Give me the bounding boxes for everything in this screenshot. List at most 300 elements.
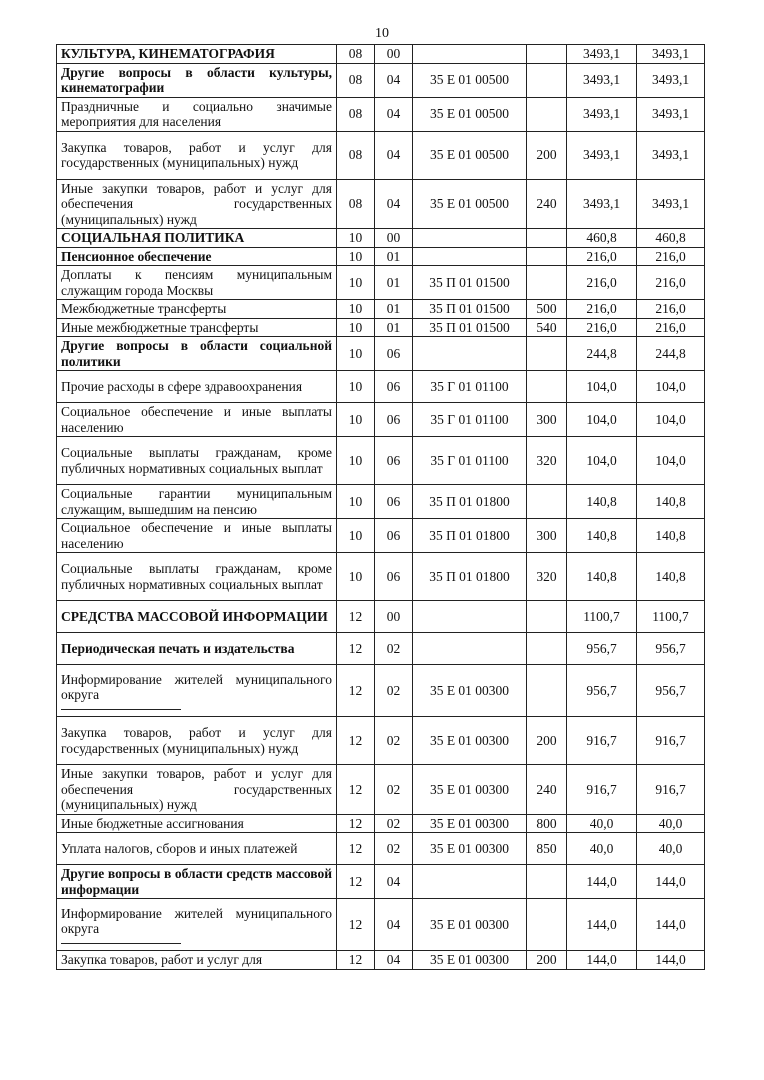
row-target-article-text: 35 П 01 01800 <box>429 527 510 543</box>
page-number: 10 <box>375 26 389 41</box>
row-amount-2 <box>637 179 705 229</box>
row-section <box>337 765 375 815</box>
row-section-text: 10 <box>348 319 363 335</box>
row-target-article <box>413 371 527 403</box>
row-name <box>57 485 337 519</box>
row-name <box>57 337 337 371</box>
table-row <box>57 519 705 553</box>
row-name-text: Социальные гарантии муниципальным служащим, вышедшим на пенсию <box>61 486 332 517</box>
row-amount-1-text: 956,7 <box>586 640 617 656</box>
row-amount-2 <box>637 951 705 970</box>
row-amount-1 <box>567 63 637 97</box>
underline-blank <box>61 703 181 710</box>
table-row <box>57 300 705 319</box>
row-section-text: 12 <box>348 840 363 856</box>
row-target-article <box>413 318 527 337</box>
row-target-article <box>413 765 527 815</box>
row-name-text: Иные закупки товаров, работ и услуг для обеспечения государственных (муниципальных) нужд <box>61 766 332 812</box>
row-name-text: Социальные выплаты гражданам, кроме публичных нормативных социальных выплат <box>61 561 332 592</box>
row-expense-type-text: 200 <box>536 147 557 163</box>
row-amount-1 <box>567 765 637 815</box>
table-row <box>57 665 705 717</box>
row-target-article-text: 35 П 01 01500 <box>429 301 510 316</box>
row-name-text: Другие вопросы в области средств массовой информации <box>61 866 332 897</box>
row-target-article-text: 35 Е 01 00300 <box>429 682 510 698</box>
row-amount-2-text: 140,8 <box>655 568 686 584</box>
table-row <box>57 97 705 131</box>
row-amount-1 <box>567 899 637 951</box>
row-section <box>337 371 375 403</box>
row-subsection <box>375 437 413 485</box>
row-section <box>337 519 375 553</box>
row-subsection <box>375 717 413 765</box>
row-amount-1 <box>567 437 637 485</box>
row-amount-2 <box>637 45 705 64</box>
row-amount-2 <box>637 371 705 403</box>
row-amount-2-text: 3493,1 <box>651 147 690 163</box>
row-section <box>337 63 375 97</box>
table-row <box>57 318 705 337</box>
row-amount-2 <box>637 131 705 179</box>
underline-blank <box>61 937 181 944</box>
row-name-text: Социальное обеспечение и иные выплаты населению <box>61 404 332 435</box>
table-row <box>57 553 705 601</box>
row-section-text: 10 <box>348 452 363 468</box>
row-amount-2 <box>637 519 705 553</box>
row-subsection <box>375 553 413 601</box>
row-name-text: Иные бюджетные ассигнования <box>61 815 244 831</box>
row-section <box>337 601 375 633</box>
row-amount-1 <box>567 300 637 319</box>
row-amount-1-text: 3493,1 <box>582 196 621 211</box>
row-amount-1 <box>567 266 637 300</box>
row-section-text: 12 <box>348 781 363 797</box>
row-amount-2-text: 216,0 <box>655 248 686 264</box>
row-target-article-text: 35 П 01 01500 <box>429 274 510 290</box>
row-name <box>57 437 337 485</box>
row-amount-2-text: 916,7 <box>655 781 686 797</box>
row-amount-1-text: 3493,1 <box>582 106 621 122</box>
row-expense-type-text: 200 <box>536 952 557 967</box>
row-target-article <box>413 665 527 717</box>
row-amount-2-text: 104,0 <box>655 378 686 394</box>
row-expense-type <box>527 899 567 951</box>
row-subsection-text: 06 <box>386 568 401 584</box>
table-row <box>57 765 705 815</box>
row-amount-2-text: 144,0 <box>655 873 686 889</box>
row-target-article <box>413 485 527 519</box>
row-expense-type <box>527 97 567 131</box>
row-target-article <box>413 266 527 300</box>
row-amount-2 <box>637 485 705 519</box>
table-row <box>57 951 705 970</box>
row-amount-1-text: 216,0 <box>586 274 617 290</box>
row-subsection-text: 04 <box>386 196 401 211</box>
row-amount-1-text: 216,0 <box>586 319 617 335</box>
row-name-text: Межбюджетные трансферты <box>61 301 227 316</box>
row-expense-type <box>527 337 567 371</box>
row-name <box>57 403 337 437</box>
row-section <box>337 899 375 951</box>
row-target-article-text: 35 Е 01 00500 <box>429 106 510 122</box>
row-amount-1-text: 3493,1 <box>582 147 621 163</box>
table-row <box>57 814 705 833</box>
row-amount-1-text: 140,8 <box>586 493 617 509</box>
row-target-article <box>413 951 527 970</box>
row-name <box>57 247 337 266</box>
row-name <box>57 553 337 601</box>
row-amount-2 <box>637 247 705 266</box>
row-target-article <box>413 553 527 601</box>
row-amount-1 <box>567 951 637 970</box>
row-target-article-text: 35 Е 01 00500 <box>429 196 510 211</box>
row-subsection-text: 01 <box>386 301 401 316</box>
table-row <box>57 179 705 229</box>
row-amount-2 <box>637 63 705 97</box>
row-expense-type <box>527 814 567 833</box>
row-name-text: Пенсионное обеспечение <box>61 248 212 264</box>
budget-table <box>56 44 705 970</box>
row-subsection-text: 02 <box>386 682 401 698</box>
row-expense-type-text: 300 <box>536 527 557 543</box>
row-name-text: СРЕДСТВА МАССОВОЙ ИНФОРМАЦИИ <box>61 608 328 624</box>
row-expense-type <box>527 633 567 665</box>
row-name <box>57 97 337 131</box>
row-name <box>57 131 337 179</box>
row-subsection-text: 02 <box>386 815 401 831</box>
row-section <box>337 300 375 319</box>
row-amount-1 <box>567 717 637 765</box>
row-amount-2-text: 956,7 <box>655 640 686 656</box>
row-target-article-text: 35 П 01 01800 <box>429 493 510 509</box>
row-name <box>57 601 337 633</box>
row-amount-2 <box>637 899 705 951</box>
row-section-text: 10 <box>348 411 363 427</box>
row-section-text: 08 <box>348 46 363 61</box>
row-subsection <box>375 865 413 899</box>
row-expense-type <box>527 553 567 601</box>
row-expense-type <box>527 717 567 765</box>
row-name-text: Социальные выплаты гражданам, кроме публичных нормативных социальных выплат <box>61 445 332 476</box>
row-name <box>57 633 337 665</box>
row-subsection-text: 04 <box>386 147 401 163</box>
row-name <box>57 266 337 300</box>
row-name <box>57 179 337 229</box>
row-expense-type <box>527 765 567 815</box>
row-amount-2 <box>637 633 705 665</box>
row-amount-1 <box>567 485 637 519</box>
row-subsection-text: 06 <box>386 345 401 361</box>
row-amount-1 <box>567 97 637 131</box>
row-target-article-text: 35 Е 01 00500 <box>429 72 510 88</box>
row-target-article-text: 35 Г 01 01100 <box>430 378 509 394</box>
row-name-text: Другие вопросы в области культуры, кинематографии <box>61 64 332 95</box>
row-expense-type <box>527 601 567 633</box>
row-amount-1 <box>567 833 637 865</box>
row-section <box>337 485 375 519</box>
row-section <box>337 717 375 765</box>
row-amount-1-text: 40,0 <box>589 815 614 831</box>
row-name-text: Закупка товаров, работ и услуг для государственных (муниципальных) нужд <box>61 725 332 756</box>
row-amount-1 <box>567 865 637 899</box>
row-amount-1 <box>567 665 637 717</box>
row-expense-type-text: 320 <box>536 568 557 584</box>
row-section-text: 10 <box>348 274 363 290</box>
row-section-text: 12 <box>348 732 363 748</box>
row-amount-2 <box>637 553 705 601</box>
row-subsection <box>375 633 413 665</box>
row-section <box>337 951 375 970</box>
row-target-article-text: 35 Е 01 00300 <box>429 815 510 831</box>
row-section <box>337 266 375 300</box>
row-amount-2 <box>637 337 705 371</box>
row-amount-2 <box>637 665 705 717</box>
row-amount-2 <box>637 266 705 300</box>
row-expense-type <box>527 45 567 64</box>
table-row <box>57 437 705 485</box>
row-section-text: 10 <box>348 378 363 394</box>
row-subsection <box>375 266 413 300</box>
row-subsection-text: 04 <box>386 72 401 88</box>
row-subsection-text: 01 <box>386 274 401 290</box>
row-amount-2 <box>637 300 705 319</box>
row-target-article <box>413 63 527 97</box>
row-section-text: 10 <box>348 345 363 361</box>
row-target-article-text: 35 Г 01 01100 <box>430 411 509 427</box>
row-target-article <box>413 899 527 951</box>
row-amount-1-text: 216,0 <box>586 301 617 316</box>
row-amount-1 <box>567 45 637 64</box>
row-amount-1-text: 3493,1 <box>582 72 621 88</box>
row-amount-2 <box>637 865 705 899</box>
row-target-article <box>413 601 527 633</box>
row-section <box>337 403 375 437</box>
row-name <box>57 318 337 337</box>
row-amount-2-text: 104,0 <box>655 452 686 468</box>
row-target-article-text: 35 Г 01 01100 <box>430 452 509 468</box>
row-amount-2-text: 3493,1 <box>651 106 690 122</box>
row-expense-type <box>527 951 567 970</box>
table-row <box>57 266 705 300</box>
row-target-article-text: 35 П 01 01500 <box>429 319 510 335</box>
row-name <box>57 951 337 970</box>
row-amount-2-text: 3493,1 <box>651 46 690 61</box>
row-subsection-text: 01 <box>386 248 401 264</box>
row-amount-1-text: 104,0 <box>586 452 617 468</box>
row-name <box>57 45 337 64</box>
row-name-text: Закупка товаров, работ и услуг для <box>61 952 263 967</box>
row-subsection-text: 04 <box>386 873 401 889</box>
row-amount-1 <box>567 403 637 437</box>
row-subsection-text: 02 <box>386 640 401 656</box>
row-amount-1-text: 916,7 <box>586 732 617 748</box>
row-amount-2 <box>637 318 705 337</box>
row-amount-1-text: 144,0 <box>586 952 617 967</box>
row-expense-type-text: 800 <box>536 815 557 831</box>
row-amount-1 <box>567 179 637 229</box>
row-subsection <box>375 131 413 179</box>
row-amount-2-text: 144,0 <box>655 916 686 932</box>
row-expense-type-text: 300 <box>536 411 557 427</box>
row-subsection <box>375 519 413 553</box>
row-amount-1-text: 140,8 <box>586 527 617 543</box>
row-amount-2-text: 244,8 <box>655 345 686 361</box>
row-target-article <box>413 229 527 248</box>
row-amount-2-text: 3493,1 <box>651 72 690 88</box>
row-amount-1-text: 916,7 <box>586 781 617 797</box>
row-amount-2 <box>637 717 705 765</box>
row-subsection-text: 06 <box>386 493 401 509</box>
row-target-article <box>413 300 527 319</box>
row-section <box>337 437 375 485</box>
row-amount-1 <box>567 131 637 179</box>
row-amount-1-text: 144,0 <box>586 873 617 889</box>
row-amount-2 <box>637 403 705 437</box>
row-amount-1-text: 144,0 <box>586 916 617 932</box>
row-amount-2-text: 40,0 <box>658 815 683 831</box>
row-name-text: СОЦИАЛЬНАЯ ПОЛИТИКА <box>61 230 245 245</box>
row-target-article <box>413 633 527 665</box>
row-section <box>337 97 375 131</box>
row-subsection <box>375 179 413 229</box>
row-amount-1-text: 40,0 <box>589 840 614 856</box>
table-row <box>57 833 705 865</box>
row-amount-2-text: 916,7 <box>655 732 686 748</box>
row-expense-type <box>527 247 567 266</box>
row-subsection <box>375 485 413 519</box>
row-expense-type <box>527 318 567 337</box>
row-amount-2-text: 956,7 <box>655 682 686 698</box>
row-amount-2-text: 40,0 <box>658 840 683 856</box>
table-row <box>57 45 705 64</box>
row-expense-type <box>527 403 567 437</box>
row-section <box>337 45 375 64</box>
row-target-article-text: 35 Е 01 00300 <box>429 781 510 797</box>
row-section <box>337 179 375 229</box>
row-section-text: 12 <box>348 916 363 932</box>
row-subsection <box>375 601 413 633</box>
row-subsection <box>375 951 413 970</box>
row-section <box>337 665 375 717</box>
row-amount-1 <box>567 633 637 665</box>
table-row <box>57 717 705 765</box>
row-subsection <box>375 371 413 403</box>
row-name-text: Прочие расходы в сфере здравоохранения <box>61 378 303 394</box>
row-target-article-text: 35 Е 01 00300 <box>429 952 510 967</box>
row-name-text: Другие вопросы в области социальной политики <box>61 338 332 369</box>
row-section-text: 10 <box>348 568 363 584</box>
row-subsection <box>375 665 413 717</box>
row-section-text: 12 <box>348 873 363 889</box>
row-subsection-text: 02 <box>386 840 401 856</box>
row-subsection <box>375 229 413 248</box>
row-subsection <box>375 45 413 64</box>
row-target-article-text: 35 Е 01 00500 <box>429 147 510 163</box>
row-section <box>337 865 375 899</box>
row-subsection <box>375 833 413 865</box>
row-amount-1 <box>567 371 637 403</box>
row-expense-type <box>527 63 567 97</box>
row-section <box>337 337 375 371</box>
row-amount-2 <box>637 833 705 865</box>
row-name <box>57 833 337 865</box>
row-target-article <box>413 519 527 553</box>
row-target-article <box>413 814 527 833</box>
row-expense-type <box>527 519 567 553</box>
row-subsection-text: 04 <box>386 952 401 967</box>
row-subsection <box>375 814 413 833</box>
row-section <box>337 318 375 337</box>
row-section-text: 12 <box>348 682 363 698</box>
row-amount-2-text: 104,0 <box>655 411 686 427</box>
row-section-text: 08 <box>348 106 363 122</box>
row-section-text: 08 <box>348 147 363 163</box>
row-section-text: 10 <box>348 230 363 245</box>
row-name <box>57 300 337 319</box>
row-subsection <box>375 403 413 437</box>
table-row <box>57 899 705 951</box>
row-name-text: Информирование жителей муниципального округа <box>61 905 332 936</box>
row-name-text: КУЛЬТУРА, КИНЕМАТОГРАФИЯ <box>61 46 275 61</box>
row-amount-1 <box>567 814 637 833</box>
row-amount-1-text: 140,8 <box>586 568 617 584</box>
row-amount-2 <box>637 437 705 485</box>
row-amount-1-text: 460,8 <box>586 230 617 245</box>
table-row <box>57 403 705 437</box>
row-amount-1-text: 244,8 <box>586 345 617 361</box>
table-row <box>57 247 705 266</box>
row-expense-type-text: 540 <box>536 319 557 335</box>
row-target-article <box>413 45 527 64</box>
row-section-text: 10 <box>348 527 363 543</box>
row-subsection-text: 00 <box>386 46 401 61</box>
budget-table-body <box>57 45 705 970</box>
row-target-article <box>413 403 527 437</box>
row-amount-2 <box>637 97 705 131</box>
row-section-text: 10 <box>348 301 363 316</box>
row-expense-type-text: 500 <box>536 301 557 316</box>
row-expense-type-text: 320 <box>536 452 557 468</box>
row-expense-type-text: 200 <box>536 732 557 748</box>
row-subsection-text: 06 <box>386 378 401 394</box>
row-section-text: 12 <box>348 608 363 624</box>
row-subsection <box>375 97 413 131</box>
row-amount-1 <box>567 553 637 601</box>
row-amount-2-text: 140,8 <box>655 493 686 509</box>
row-subsection-text: 06 <box>386 527 401 543</box>
row-expense-type <box>527 371 567 403</box>
row-name-text: Иные межбюджетные трансферты <box>61 319 259 335</box>
row-subsection <box>375 318 413 337</box>
row-amount-1-text: 3493,1 <box>582 46 621 61</box>
row-section <box>337 833 375 865</box>
table-row <box>57 633 705 665</box>
row-amount-1-text: 1100,7 <box>583 608 620 624</box>
row-target-article <box>413 131 527 179</box>
row-subsection-text: 00 <box>386 230 401 245</box>
row-amount-2 <box>637 765 705 815</box>
row-target-article <box>413 247 527 266</box>
table-row <box>57 63 705 97</box>
row-subsection-text: 06 <box>386 411 401 427</box>
row-subsection <box>375 300 413 319</box>
row-expense-type <box>527 833 567 865</box>
table-row <box>57 601 705 633</box>
row-section <box>337 247 375 266</box>
row-subsection <box>375 337 413 371</box>
row-expense-type-text: 240 <box>536 196 557 211</box>
row-subsection-text: 01 <box>386 319 401 335</box>
